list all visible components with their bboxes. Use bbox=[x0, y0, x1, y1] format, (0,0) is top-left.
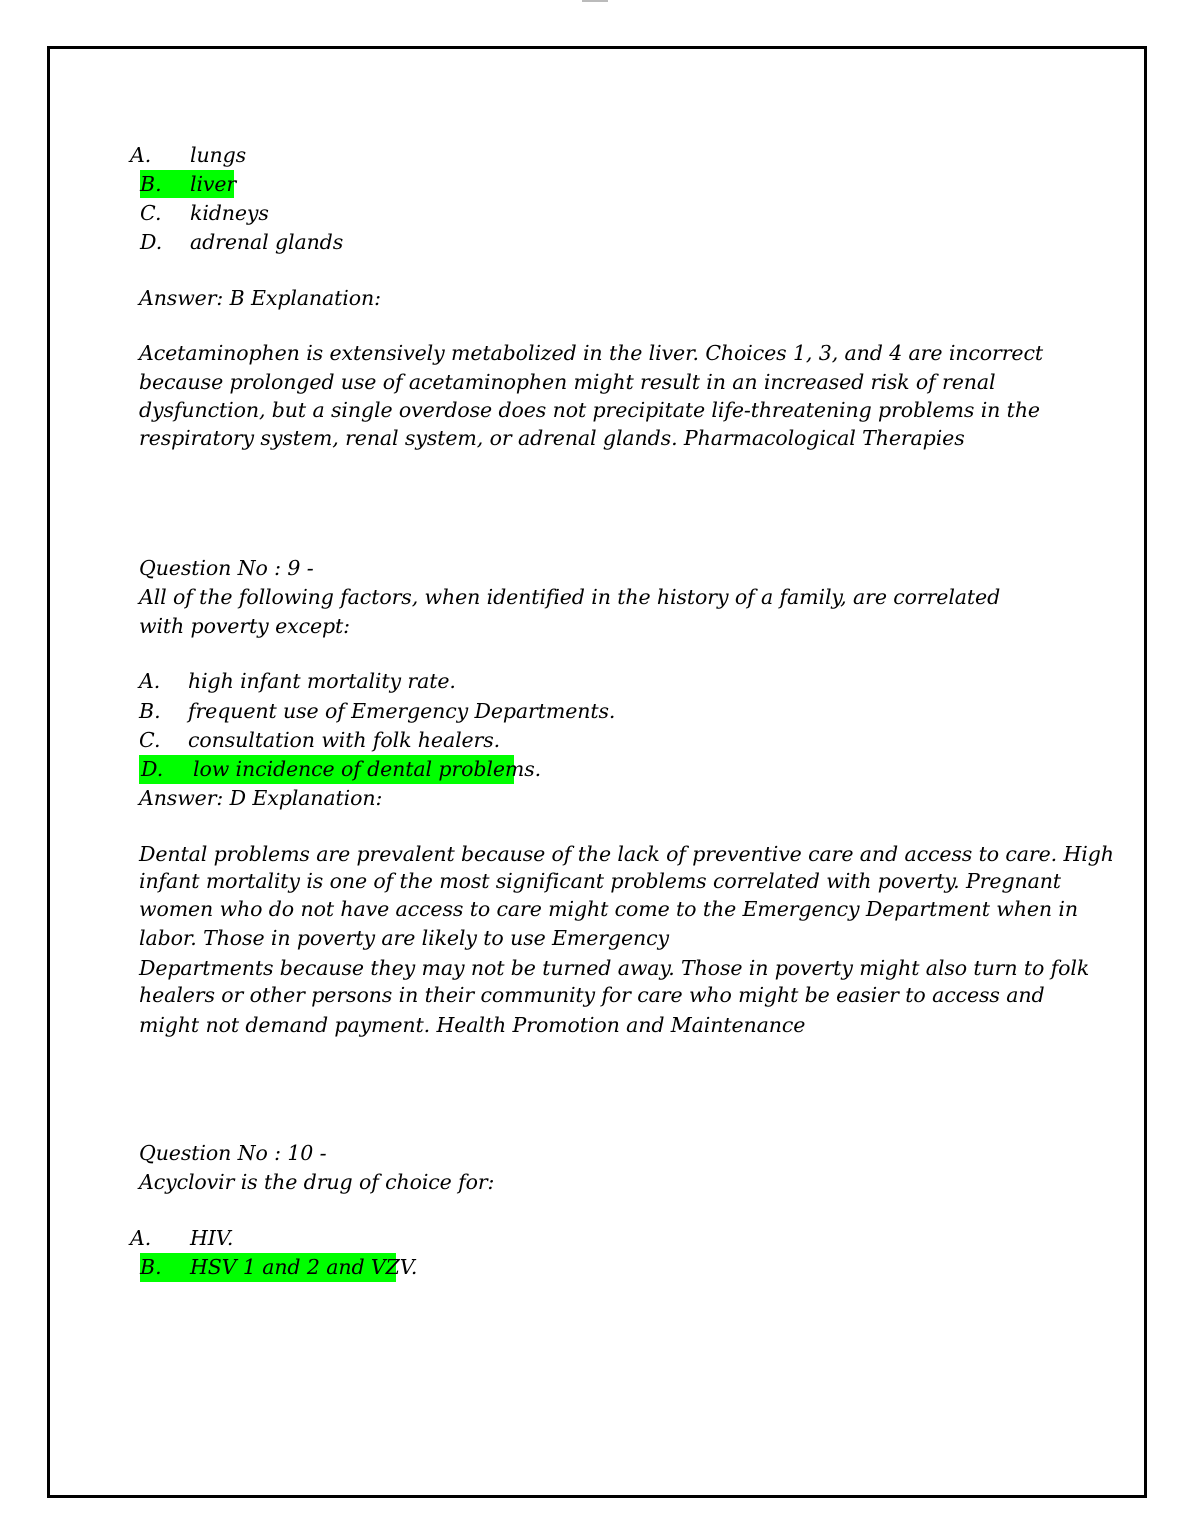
q9-header: Question No : 9 - bbox=[139, 556, 314, 580]
q8-answer-line: Answer: B Explanation: bbox=[139, 286, 381, 310]
q10-option-a-letter: A. bbox=[130, 1226, 152, 1250]
q9-question-line: with poverty except: bbox=[139, 614, 350, 638]
q8-option-c-text: kidneys bbox=[190, 201, 269, 225]
q9-explanation-line: infant mortality is one of the most significant problems correlated with poverty. Pregnant bbox=[139, 869, 1061, 893]
q10-question-line: Acyclovir is the drug of choice for: bbox=[139, 1170, 495, 1194]
q8-explanation-line: Acetaminophen is extensively metabolized in the liver. Choices 1, 3, and 4 are incorrect bbox=[139, 341, 1043, 365]
q9-option-c-text: consultation with folk healers. bbox=[188, 728, 501, 752]
q9-explanation-line: labor. Those in poverty are likely to use Emergency bbox=[139, 926, 670, 950]
q9-option-c-letter: C. bbox=[139, 728, 161, 752]
q8-explanation-line: dysfunction, but a single overdose does not precipitate life-threatening problems in the bbox=[139, 398, 1040, 422]
q9-explanation-line: Dental problems are prevalent because of the lack of preventive care and access to care. High bbox=[139, 842, 1114, 866]
q9-option-a-letter: A. bbox=[139, 669, 161, 693]
q8-option-a-text: lungs bbox=[190, 143, 247, 167]
q9-option-b-text: frequent use of Emergency Departments. bbox=[188, 699, 616, 723]
q9-explanation-line: healers or other persons in their community for care who might be easier to access and bbox=[139, 983, 1045, 1007]
q9-explanation-line: Departments because they may not be turned away. Those in poverty might also turn to folk bbox=[139, 956, 1090, 980]
q8-option-d-text: adrenal glands bbox=[190, 230, 344, 254]
q8-option-b-letter: B. bbox=[140, 172, 162, 196]
q8-option-d-letter: D. bbox=[140, 230, 163, 254]
q8-option-a-letter: A. bbox=[130, 143, 152, 167]
q8-option-b-text: liver bbox=[190, 172, 237, 196]
q9-answer-line: Answer: D Explanation: bbox=[139, 786, 383, 810]
q8-explanation-line: respiratory system, renal system, or adrenal glands. Pharmacological Therapies bbox=[139, 426, 965, 450]
page-header-mark bbox=[582, 0, 608, 2]
q10-option-a-text: HIV. bbox=[190, 1226, 234, 1250]
q9-option-a-text: high infant mortality rate. bbox=[188, 669, 456, 693]
q9-explanation-line: might not demand payment. Health Promotion and Maintenance bbox=[139, 1013, 806, 1037]
q8-explanation-line: because prolonged use of acetaminophen might result in an increased risk of renal bbox=[139, 370, 996, 394]
q10-header: Question No : 10 - bbox=[139, 1141, 327, 1165]
q9-explanation-line: women who do not have access to care might come to the Emergency Department when in bbox=[139, 897, 1078, 921]
q9-option-d-text: low incidence of dental problems. bbox=[193, 757, 542, 781]
q9-option-b-letter: B. bbox=[139, 699, 161, 723]
q10-option-b-letter: B. bbox=[140, 1255, 162, 1279]
q9-question-line: All of the following factors, when identified in the history of a family, are correlated bbox=[139, 585, 1001, 609]
q8-option-c-letter: C. bbox=[140, 201, 162, 225]
q10-option-b-text: HSV 1 and 2 and VZV. bbox=[190, 1255, 418, 1279]
q9-option-d-letter: D. bbox=[141, 757, 164, 781]
